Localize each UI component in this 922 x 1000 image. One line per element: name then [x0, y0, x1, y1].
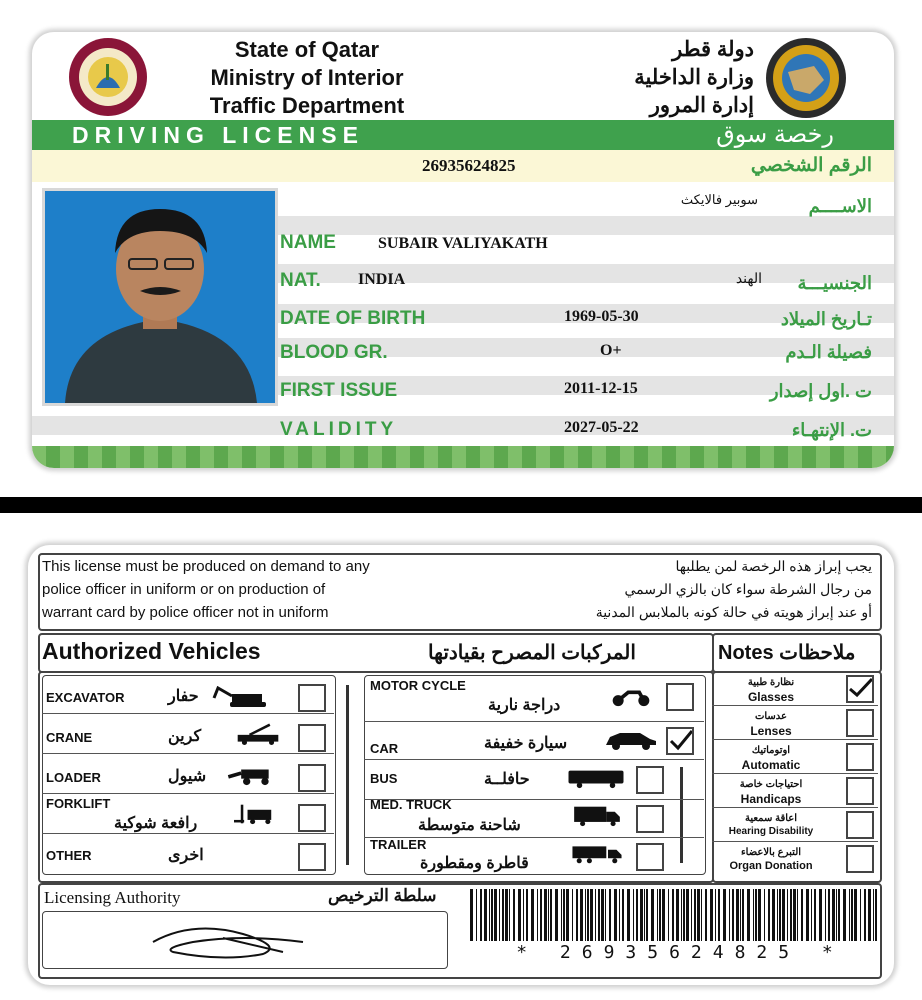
- checkbox-motorcycle[interactable]: [666, 683, 694, 711]
- license-title: DRIVING LICENSE: [72, 122, 364, 148]
- authorized-title: Authorized Vehicles: [42, 638, 261, 664]
- barcode-bar: [627, 889, 630, 941]
- barcode-bar: [819, 889, 822, 941]
- note-label-ar: اعاقة سمعية: [744, 813, 798, 824]
- barcode-bar: [598, 889, 600, 941]
- barcode-bar: [590, 889, 593, 941]
- note-label-ar: اوتوماتيك: [751, 745, 791, 756]
- barcode-bar: [686, 889, 689, 941]
- nationality-value: INDIA: [358, 271, 406, 288]
- barcode-bar: [851, 889, 853, 941]
- vehicle-label-ar: شاحنة متوسطة: [418, 817, 521, 834]
- vehicle-label: BUS: [370, 771, 398, 786]
- nationality-label-ar: الجنسيـــة: [797, 273, 872, 293]
- barcode-bar: [636, 889, 638, 941]
- vehicle-label: FORKLIFT: [46, 796, 111, 811]
- barcode-bar: [601, 889, 604, 941]
- vehicle-label: EXCAVATOR: [46, 690, 125, 705]
- first-issue-label-ar: ت .اول إصدار: [769, 381, 872, 401]
- note-label-ar: عدسات: [754, 711, 788, 722]
- barcode-bar: [491, 889, 493, 941]
- nationality-label: NAT.: [280, 270, 321, 291]
- nationality-ar-value: الهند: [735, 270, 762, 286]
- note-label: Automatic: [741, 758, 801, 772]
- barcode-bar: [710, 889, 713, 941]
- trailer-icon: [566, 843, 628, 865]
- barcode-bar: [640, 889, 643, 941]
- barcode-bar: [843, 889, 846, 941]
- barcode-bar: [832, 889, 835, 941]
- blood-group-value: O+: [600, 342, 622, 359]
- barcode-bar: [864, 889, 866, 941]
- barcode-bar: [875, 889, 877, 941]
- barcode-bar: [651, 889, 654, 941]
- barcode-bar: [548, 889, 549, 941]
- barcode-bar: [644, 889, 645, 941]
- row-strip: [32, 416, 894, 435]
- checkbox-organ-donation[interactable]: [846, 845, 874, 873]
- checkbox-hearing-disability[interactable]: [846, 811, 874, 839]
- holder-photo: [42, 188, 278, 406]
- notice-en-line: police officer in uniform or on production of: [42, 581, 326, 598]
- validity-value: 2027-05-22: [564, 419, 639, 436]
- barcode-bar: [494, 889, 497, 941]
- barcode-bar: [561, 889, 562, 941]
- barcode-bar: [806, 889, 809, 941]
- vehicle-label-ar: سيارة خفيفة: [484, 735, 568, 752]
- header-ar-line: وزارة الداخلية: [634, 66, 754, 89]
- barcode-bar: [854, 889, 857, 941]
- vehicle-label-ar: حفار: [168, 688, 199, 705]
- gcc-emblem-icon: [754, 36, 858, 120]
- notice-ar-line: من رجال الشرطة سواء كان بالزي الرسمي: [624, 581, 872, 597]
- barcode-bar: [672, 889, 674, 941]
- barcode-bar: [694, 889, 696, 941]
- barcode-bar: [782, 889, 785, 941]
- barcode-bar: [747, 889, 750, 941]
- barcode-bar: [873, 889, 874, 941]
- barcode-bar: [576, 889, 578, 941]
- checkbox-trailer[interactable]: [636, 843, 664, 871]
- barcode-bar: [860, 889, 861, 941]
- header-en-line: Ministry of Interior: [210, 65, 404, 90]
- dob-label: DATE OF BIRTH: [280, 308, 426, 329]
- licensing-authority-label-ar: سلطة الترخيص: [328, 886, 437, 905]
- checkbox-automatic[interactable]: [846, 743, 874, 771]
- barcode-bar: [755, 889, 757, 941]
- barcode-bar: [633, 889, 634, 941]
- dob-value: 1969-05-30: [564, 308, 639, 325]
- barcode-bar: [646, 889, 648, 941]
- checkbox-excavator[interactable]: [298, 684, 326, 712]
- first-issue-label: FIRST ISSUE: [280, 380, 398, 401]
- barcode-bar: [828, 889, 830, 941]
- barcode-bar: [622, 889, 624, 941]
- notice-ar-line: يجب إبراز هذه الرخصة لمن يطلبها: [675, 558, 872, 574]
- qatar-emblem-icon: [58, 36, 158, 118]
- row-strip: [278, 216, 894, 235]
- barcode-bar: [614, 889, 617, 941]
- signature-box: [42, 911, 448, 969]
- barcode-bar: [825, 889, 826, 941]
- barcode-bar: [797, 889, 798, 941]
- forklift-icon: [228, 803, 284, 825]
- barcode-bar: [505, 889, 508, 941]
- barcode-bar: [489, 889, 490, 941]
- licensing-authority-label: Licensing Authority: [44, 888, 181, 907]
- barcode-bar: [587, 889, 589, 941]
- barcode-bar: [659, 889, 661, 941]
- notice-ar-line: أو عند إبراز هويته في حالة كونه بالملابس المدنية: [595, 604, 872, 620]
- car-icon: [602, 729, 658, 751]
- header-en-line: Traffic Department: [209, 93, 405, 118]
- bracket-line: [346, 685, 349, 865]
- check-icon: [848, 677, 872, 701]
- authorized-title-ar: المركبات المصرح بقيادتها: [428, 642, 636, 664]
- notice-en: [42, 555, 370, 624]
- first-issue-value: 2011-12-15: [564, 380, 638, 397]
- checkbox-crane[interactable]: [298, 724, 326, 752]
- note-label-ar: نظارة طبية: [747, 677, 795, 688]
- header-en: [182, 36, 432, 120]
- checkbox-loader[interactable]: [298, 764, 326, 792]
- notes-title: [718, 640, 855, 665]
- barcode-bar: [540, 889, 542, 941]
- license-front: [32, 32, 894, 468]
- crane-icon: [228, 723, 288, 745]
- name-label: NAME: [280, 232, 336, 253]
- license-title-ar: رخصة سوق: [716, 121, 834, 148]
- loader-icon: [224, 764, 284, 786]
- barcode-bar: [676, 889, 679, 941]
- notice-en-line: warrant card by police officer not in uniform: [42, 604, 329, 621]
- barcode-bar: [793, 889, 796, 941]
- barcode-bar: [502, 889, 504, 941]
- barcode-bar: [566, 889, 569, 941]
- barcode-bar: [476, 889, 477, 941]
- validity-label-ar: ت. الإنتهـاء: [791, 420, 872, 440]
- vehicle-label-ar: قاطرة ومقطورة: [420, 855, 529, 872]
- note-label: Organ Donation: [729, 860, 813, 872]
- vehicle-label-ar: حافلــة: [484, 771, 530, 788]
- barcode-bar: [849, 889, 850, 941]
- checkbox-other[interactable]: [298, 843, 326, 871]
- barcode-bar: [787, 889, 788, 941]
- barcode-bar: [499, 889, 500, 941]
- vehicle-label: MED. TRUCK: [370, 797, 452, 812]
- note-label: Handicaps: [740, 792, 802, 806]
- signature-icon: [43, 912, 447, 968]
- notice-ar: [596, 555, 872, 624]
- barcode-bar: [691, 889, 692, 941]
- barcode-bar: [764, 889, 765, 941]
- barcode-bar: [563, 889, 565, 941]
- barcode-text: * 26935624825 *: [516, 942, 844, 963]
- checkbox-forklift[interactable]: [298, 804, 326, 832]
- note-label-ar: التبرع بالاعضاء: [740, 847, 802, 858]
- checkbox-car[interactable]: [666, 727, 694, 755]
- barcode-bar: [555, 889, 558, 941]
- barcode-bar: [801, 889, 803, 941]
- barcode-bar: [836, 889, 837, 941]
- portrait-icon: [45, 191, 275, 403]
- checkbox-bus[interactable]: [636, 766, 664, 794]
- decorative-border: [32, 446, 894, 468]
- barcode-bar: [768, 889, 770, 941]
- barcode-bar: [609, 889, 611, 941]
- barcode-bar: [753, 889, 754, 941]
- barcode-bar: [668, 889, 669, 941]
- vehicle-label-ar: اخرى: [168, 847, 204, 864]
- barcode-bar: [705, 889, 707, 941]
- header-ar-line: إدارة المرور: [649, 94, 754, 117]
- barcode-bar: [662, 889, 665, 941]
- barcode-bar: [509, 889, 510, 941]
- note-label: Hearing Disability: [728, 826, 814, 837]
- vehicle-label: CAR: [370, 741, 399, 756]
- checkbox-glasses[interactable]: [846, 675, 874, 703]
- name-ar-value: سوبير فالايكث: [680, 192, 758, 207]
- header-ar: [554, 36, 754, 120]
- barcode-bar: [580, 889, 583, 941]
- barcode-bar: [544, 889, 547, 941]
- barcode-bar: [585, 889, 586, 941]
- barcode-bar: [868, 889, 871, 941]
- barcode-bar: [740, 889, 741, 941]
- check-icon: [668, 729, 692, 753]
- barcode-bar: [736, 889, 739, 941]
- barcode-bar: [701, 889, 702, 941]
- vehicle-label-ar: رافعة شوكية: [114, 815, 198, 832]
- barcode-bar: [537, 889, 538, 941]
- bracket-line: [680, 767, 683, 863]
- barcode-bar: [572, 889, 573, 941]
- name-value: SUBAIR VALIYAKATH: [378, 235, 548, 252]
- truck-icon: [568, 805, 626, 827]
- vehicle-label: OTHER: [46, 848, 92, 863]
- barcode-bar: [777, 889, 778, 941]
- vehicle-label-ar: كرين: [168, 728, 202, 745]
- barcode-bar: [772, 889, 775, 941]
- blood-group-label: BLOOD GR.: [280, 342, 388, 363]
- personal-number: 26935624825: [422, 156, 516, 175]
- barcode-bar: [681, 889, 682, 941]
- note-label-ar: احتياجات خاصة: [739, 779, 803, 790]
- blood-group-label-ar: فصيلة الـدم: [785, 342, 872, 362]
- vehicle-label: TRAILER: [370, 837, 427, 852]
- note-label: Lenses: [750, 724, 792, 738]
- notice-en-line: This license must be produced on demand to any: [42, 558, 370, 575]
- barcode-bar: [526, 889, 528, 941]
- barcode-bar: [523, 889, 524, 941]
- barcode-bar: [758, 889, 761, 941]
- validity-label: VALIDITY: [280, 419, 398, 440]
- checkbox-med-truck[interactable]: [636, 805, 664, 833]
- motorcycle-icon: [608, 685, 654, 707]
- checkbox-handicaps[interactable]: [846, 777, 874, 805]
- barcode-bar: [550, 889, 552, 941]
- vehicle-label: LOADER: [46, 770, 101, 785]
- bus-icon: [564, 767, 628, 789]
- barcode-bar: [742, 889, 744, 941]
- barcode-bar: [779, 889, 781, 941]
- barcode-bar: [683, 889, 685, 941]
- barcode-bar: [518, 889, 521, 941]
- barcode-bar: [723, 889, 726, 941]
- barcode-bar: [814, 889, 816, 941]
- name-label-ar: الاســــم: [808, 196, 872, 216]
- barcode-bar: [531, 889, 534, 941]
- barcode-bar: [697, 889, 700, 941]
- barcode-bar: [732, 889, 734, 941]
- dob-label-ar: تـاريخ الميلاد: [780, 309, 872, 329]
- barcode-bar: [480, 889, 482, 941]
- notes-ar: ملاحظات: [779, 642, 856, 664]
- barcode-bar: [715, 889, 716, 941]
- barcode-bar: [729, 889, 730, 941]
- barcode-bar: [470, 889, 473, 941]
- barcode-bar: [811, 889, 812, 941]
- vehicle-label: MOTOR CYCLE: [370, 678, 466, 693]
- barcode-icon: [470, 889, 880, 941]
- vehicle-label-ar: شيول: [168, 768, 207, 785]
- header-ar-line: دولة قطر: [672, 38, 754, 61]
- header-en-line: State of Qatar: [234, 37, 380, 62]
- barcode-bar: [838, 889, 840, 941]
- barcode-bar: [513, 889, 515, 941]
- barcode-bar: [718, 889, 720, 941]
- barcode-bar: [484, 889, 487, 941]
- divider-bar: [0, 497, 922, 513]
- excavator-icon: [212, 686, 282, 708]
- barcode-bar: [595, 889, 596, 941]
- vehicle-label-ar: دراجة نارية: [488, 697, 561, 714]
- barcode-bar: [619, 889, 620, 941]
- notes-en: Notes: [718, 642, 774, 664]
- barcode-bar: [657, 889, 658, 941]
- barcode-bar: [605, 889, 606, 941]
- vehicle-label: CRANE: [46, 730, 93, 745]
- license-back: [28, 545, 894, 985]
- note-label: Glasses: [747, 690, 795, 704]
- personal-number-label-ar: الرقم الشخصي: [750, 155, 872, 176]
- barcode-bar: [790, 889, 792, 941]
- checkbox-lenses[interactable]: [846, 709, 874, 737]
